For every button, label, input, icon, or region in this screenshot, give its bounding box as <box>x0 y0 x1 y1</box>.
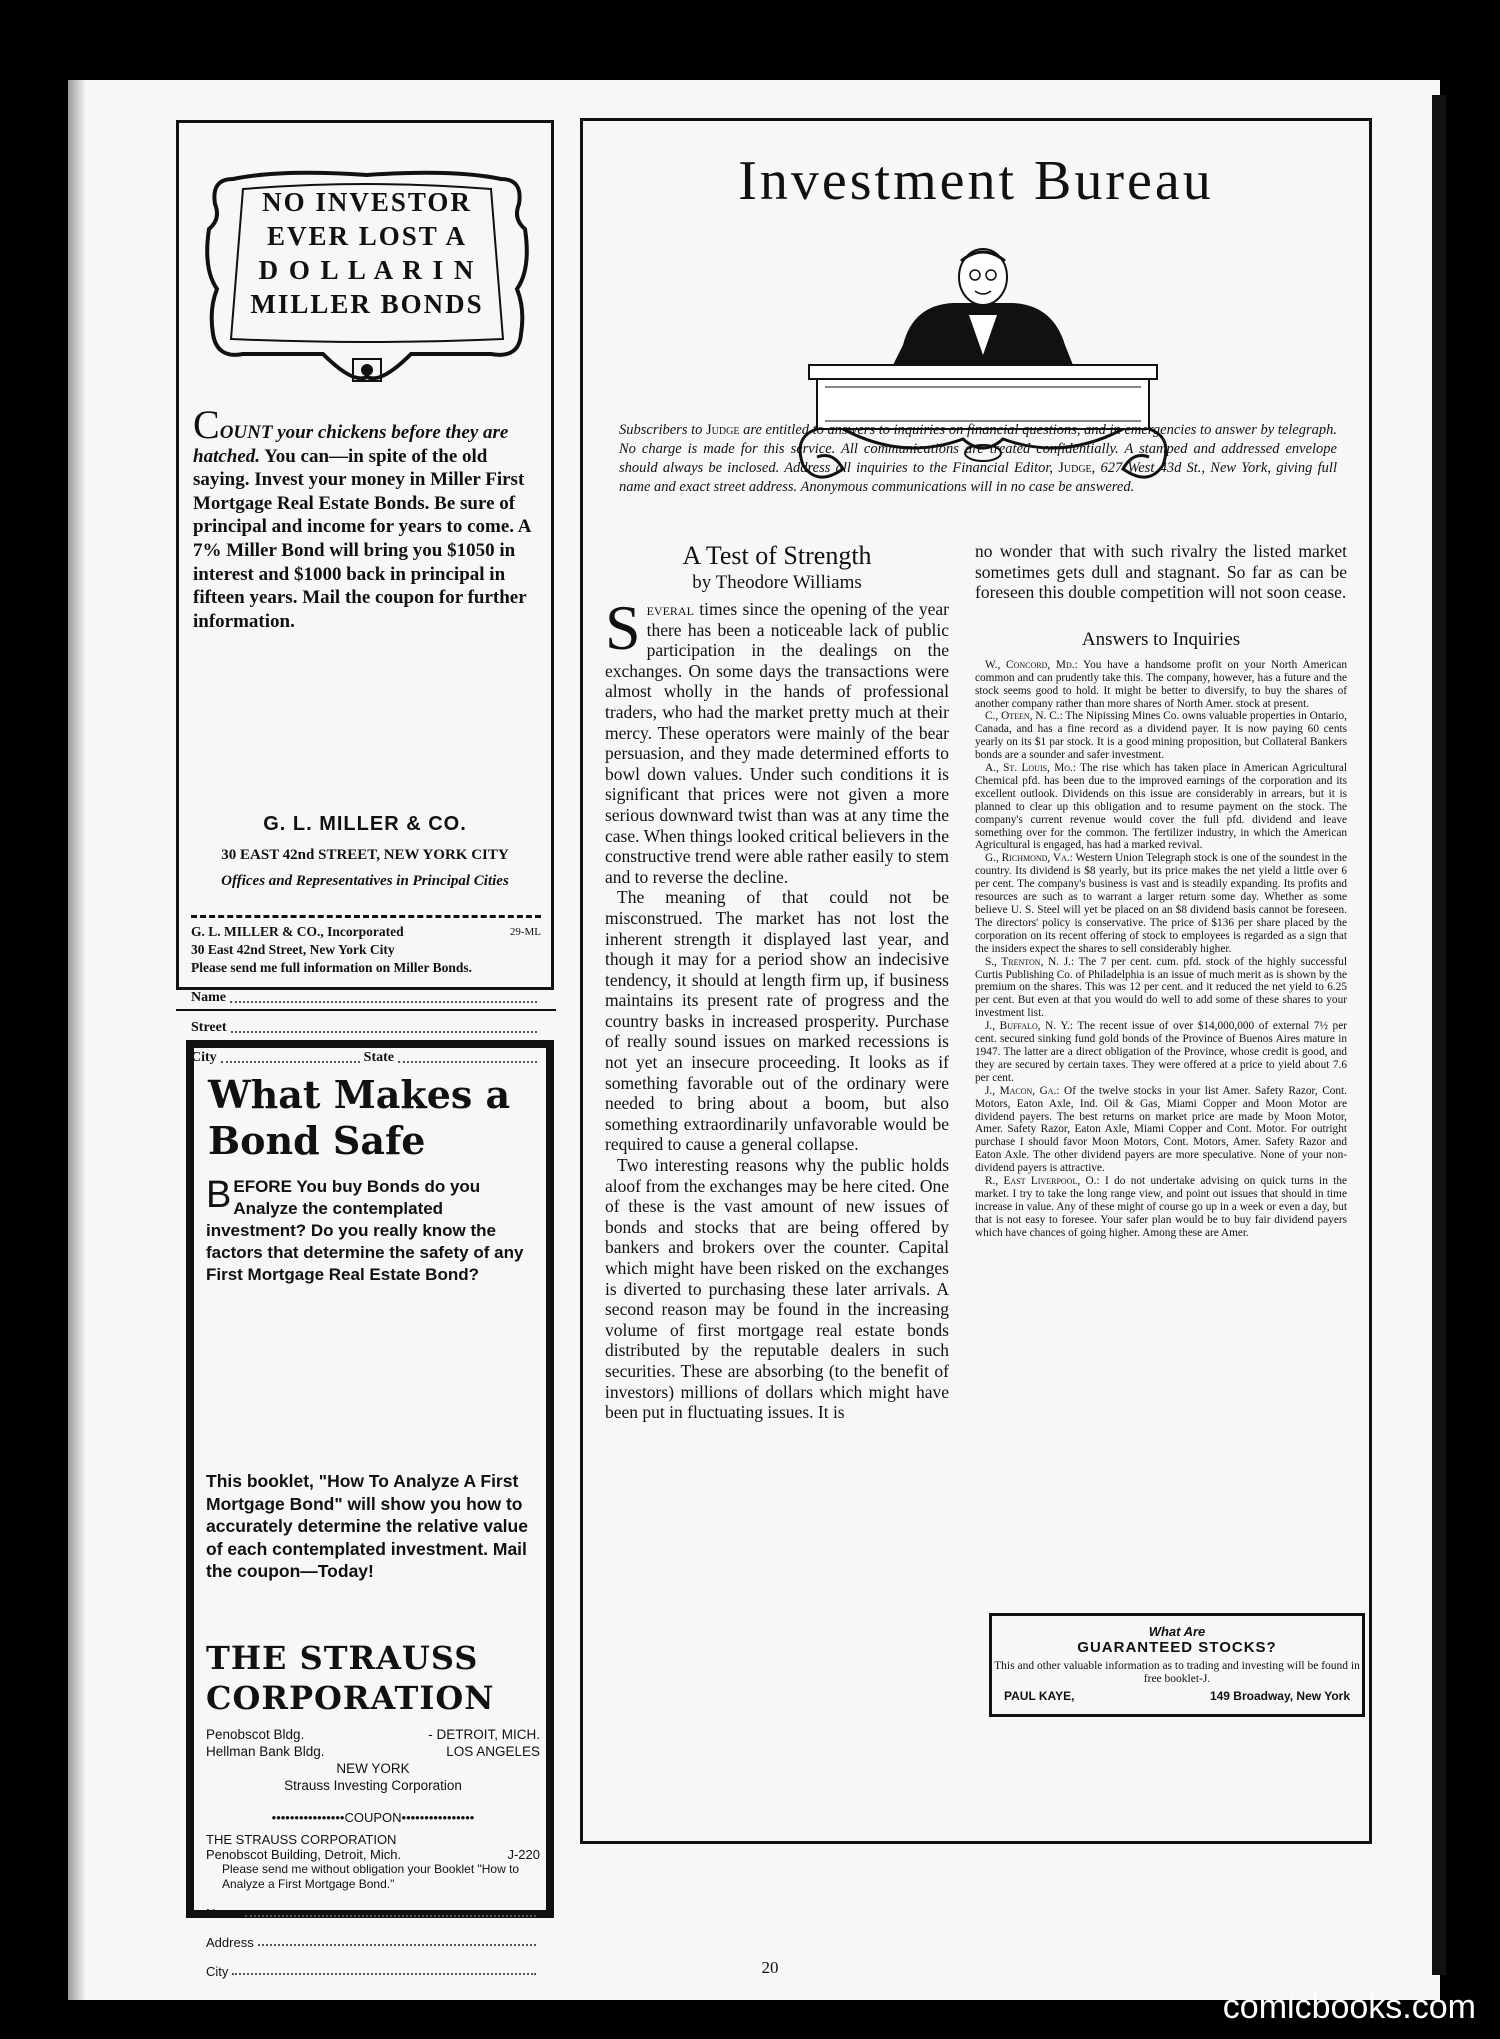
bureau-heading: Investment Bureau <box>738 150 1214 212</box>
article-column-2 <box>975 541 1347 1240</box>
miller-headline: OUNT your chickens before they are hatched. <box>193 422 509 467</box>
coupon-street-field[interactable]: Street <box>191 1019 541 1037</box>
strauss-offices: Penobscot Bldg. - DETROIT, MICH. Hellman Bank Bldg. LOS ANGELES NEW YORK Strauss Investing Corporation <box>206 1727 540 1793</box>
strauss-corporation-name: THE STRAUSS CORPORATION <box>206 1639 495 1717</box>
strauss-ad <box>186 1040 554 1979</box>
answer-item: S., Trenton, N. J.: The 7 per cent. cum. pfd. stock of the highly successful Curtis Publishing Co. of Philadelphia is an issue of much merit as is shown by the premium on the shares. This was 12 per cent. and it reduced the net yield to 6.25 per cent. But even at that you would do well to add some of these shares to your investment list. <box>975 955 1347 1020</box>
banner-line-4: MILLER BONDS <box>250 289 484 319</box>
strauss-title: What Makes a Bond Safe <box>208 1072 511 1163</box>
coupon-code: 29-ML <box>509 926 541 938</box>
strauss-intro: BEFORE You buy Bonds do you Analyze the contemplated investment? Do you really know the factors that determine the safety of any First Mortgage Real Estate Bond? <box>206 1174 524 1284</box>
paul-kaye-ad: What Are GUARANTEED STOCKS? This and other valuable information as to trading and investing will be found in free booklet-J. PAUL KAYE, 149 Broadway, New York <box>989 1613 1365 1717</box>
strauss-coupon: THE STRAUSS CORPORATION Penobscot Building, Detroit, Mich. J-220 Please send me without obligation your Booklet "How to Analyze a First Mortgage Bond." Name Address City <box>206 1832 540 1979</box>
answer-item: G., Richmond, Va.: Western Union Telegraph stock is one of the soundest in the country. Its dividend is $8 yearly, but its price makes the net yield a little over 6 per cent. The company's business is vast and is steadily expanding. Its profits and resources are such as to warrant a larger return some day. Whether as some believe U. S. Steel will yet be placed on an $8 dividend basis cannot be foreseen. The directors' policy is conservative. The price of $136 per share placed by the corporation on its recent offering of stock to employees is regarded as a sign that the insiders expect the shares to sell considerably higher. <box>975 852 1347 955</box>
investment-bureau-panel <box>580 118 1372 1844</box>
answer-item: J., Macon, Ga.: Of the twelve stocks in your list Amer. Safety Razor, Cont. Motors, Eaton Axle, Ind. Oil & Gas, Miami Copper and Moon Motor are dividend payers. The best returns on market price are made by Moon Motor, Amer. Safety Razor, Eaton Axle, Miami Copper and Cont. Motor. For outright purchase I should favor Moon Motors, Cont. Motors, Amer. Safety Razor and Eaton Axle. The other dividend payers are more speculative. None of your non-dividend payers is attractive. <box>975 1084 1347 1175</box>
coupon-address: 30 East 42nd Street, New York City <box>191 942 395 957</box>
coupon-company: G. L. MILLER & CO., Incorporated <box>191 924 404 939</box>
coupon-name-field[interactable]: Name <box>191 989 541 1007</box>
article-column-1 <box>605 541 949 1423</box>
miller-dropcap: C <box>193 402 220 447</box>
banner-line-3: D O L L A R I N <box>258 255 476 285</box>
strauss-address-field[interactable]: Address <box>206 1935 540 1950</box>
miller-offices: Offices and Representatives in Principal Cities <box>221 873 509 889</box>
answer-item: J., Buffalo, N. Y.: The recent issue of over $14,000,000 of external 7½ per cent. secured sinking fund gold bonds of the Province of Buenos Aires mature in 1947. The latter are a direct obligation of the Province, whose credit is good, and they are secured by certain taxes. They were offered at a price to yield about 7.6 per cent. <box>975 1020 1347 1084</box>
article-byline: by Theodore Williams <box>692 572 862 593</box>
answer-item: C., Oteen, N. C.: The Nipissing Mines Co. owns valuable properties in Ontario, Canada, and has a fine record as a dividend payer. It is now paying 60 cents yearly on its $1 par stock. It is a good mining proposition, but Collateral Bankers bonds are a sounder and safer investment. <box>975 710 1347 762</box>
miller-banner <box>203 159 531 391</box>
article-paragraph: Two interesting reasons why the public holds aloof from the exchanges may be here cited. One of these is the vast amount of new issues of bonds and stocks that are being offered by bankers and brokers over the counter. Capital which might have been risked on the exchanges is diverted to purchasing these later arrivals. A second reason may be found in the increasing volume of first mortgage real estate bonds distributed by the reputable dealers in such securities. These are absorbing (to the benefit of investors) millions of dollars which might have been put in fluctuating issues. It is <box>605 1155 949 1423</box>
article-dropcap: S <box>605 592 641 663</box>
coupon-label: ••••••••••••••••COUPON•••••••••••••••• <box>271 1810 475 1825</box>
article-title: A Test of Strength <box>682 541 872 570</box>
miller-address: 30 EAST 42nd STREET, NEW YORK CITY <box>221 847 509 863</box>
answer-item: R., East Liverpool, O.: I do not undertake advising on quick turns in the market. I try to take the long range view, and point out issues that should in time increase in value. Any of these might of course go up in a week or even a day, but that is not easy to foresee. Your safer plan would be to buy fair dividend payers which have chances of going higher. Among these are Amer. <box>975 1175 1347 1239</box>
coupon-city-field[interactable]: City State <box>191 1049 541 1067</box>
article-paragraph: Several times since the opening of the year there has been a noticeable lack of public participation in the dealings on the exchanges. On some days the transactions were almost wholly in the hands of professional traders, who had the market pretty much at their mercy. These operators were mainly of the bear persuasion, and they made determined efforts to bowl down values. Under such conditions it is significant that prices were not given a more serious downward twist than was at any time the case. When things looked critical believers in the constructive trend were able rather easily to stem and to reverse the decline. <box>605 592 949 887</box>
miller-ad-copy <box>193 402 541 633</box>
answer-item: W., Concord, Md.: You have a handsome profit on your North American common and can prudently take this. The company, however, has a future and the stock seems good to hold. It might be better to diversify, to buy the shares of another company rather than more shares of North Amer. stock at present. <box>975 658 1347 710</box>
site-watermark: comicbooks.com <box>1222 1988 1476 2026</box>
coupon-cut-line <box>191 915 541 918</box>
page-number: 20 <box>761 1958 779 1977</box>
bureau-notice: Subscribers to Judge are entitled to answers to inquiries on financial questions, and in emergencies to answer by telegraph. No charge is made for this service. All communications are treated confidentially. A stamped and addressed envelope should always be inclosed. Address all inquiries to the Financial Editor, Judge, 627 West 43d St., New York, giving full name and exact street address. Anonymous communications will in no case be answered. <box>619 422 1338 495</box>
strauss-city-field[interactable]: City <box>206 1964 540 1979</box>
coupon-request: Please send me full information on Miller Bonds. <box>191 960 473 975</box>
banner-line-2: EVER LOST A <box>266 221 468 251</box>
strauss-booklet-text: This booklet, "How To Analyze A First Mortgage Bond" will show you how to accurately determine the relative value of each contemplated investment. Mail the coupon—Today! <box>206 1471 528 1581</box>
article-paragraph: The meaning of that could not be misconstrued. The market has not lost the inherent strength it displayed last year, and though it may for a period show an indecisive tendency, it should at length firm up, if business maintains its present rate of progress and the country basks in increased prosperity. Purchase of really sound issues on marked recessions is not yet an insecure proceeding. It looks as if something favorable out of the ordinary were needed to bring about a boom, but also something extraordinarily unfavorable would be required to cause a general collapse. <box>605 887 949 1155</box>
banner-line-1: NO INVESTOR <box>262 187 472 217</box>
page-gutter-shadow <box>68 80 86 2000</box>
article-paragraph: no wonder that with such rivalry the listed market sometimes gets dull and stagnant. So far as can be foreseen this double competition will not soon cease. <box>975 541 1347 603</box>
strauss-name-field[interactable]: Name <box>206 1906 540 1921</box>
miller-body-text: You can—in spite of the old saying. Invest your money in Miller First Mortgage Real Estate Bonds. Be sure of principal and income for years to come. A 7% Miller Bond will bring you $1050 in interest and $1000 back in principal in fifteen years. Mail the coupon for further information. <box>193 445 531 632</box>
column-divider <box>176 1009 556 1011</box>
answers-list <box>975 659 1347 1240</box>
answers-title: Answers to Inquiries <box>1081 628 1241 650</box>
answer-item: A., St. Louis, Mo.: The rise which has taken place in American Agricultural Chemical pfd. has been due to the improved earnings of the corporation and its excellent outlook. Dividends on this issue are considerably in arrears, but it is planned to clear up this obligation and to resume payment on the stock. The company's current revenue would cover the full pfd. dividend and leave something over for the common. The fertilizer industry, in which the American Agricultural is engaged, has had a marked revival. <box>975 762 1348 852</box>
page-right-edge <box>1432 95 1446 1975</box>
miller-company-name: G. L. MILLER & CO. <box>263 813 467 835</box>
strauss-dropcap: B <box>206 1174 232 1216</box>
miller-bonds-ad <box>176 120 554 1065</box>
